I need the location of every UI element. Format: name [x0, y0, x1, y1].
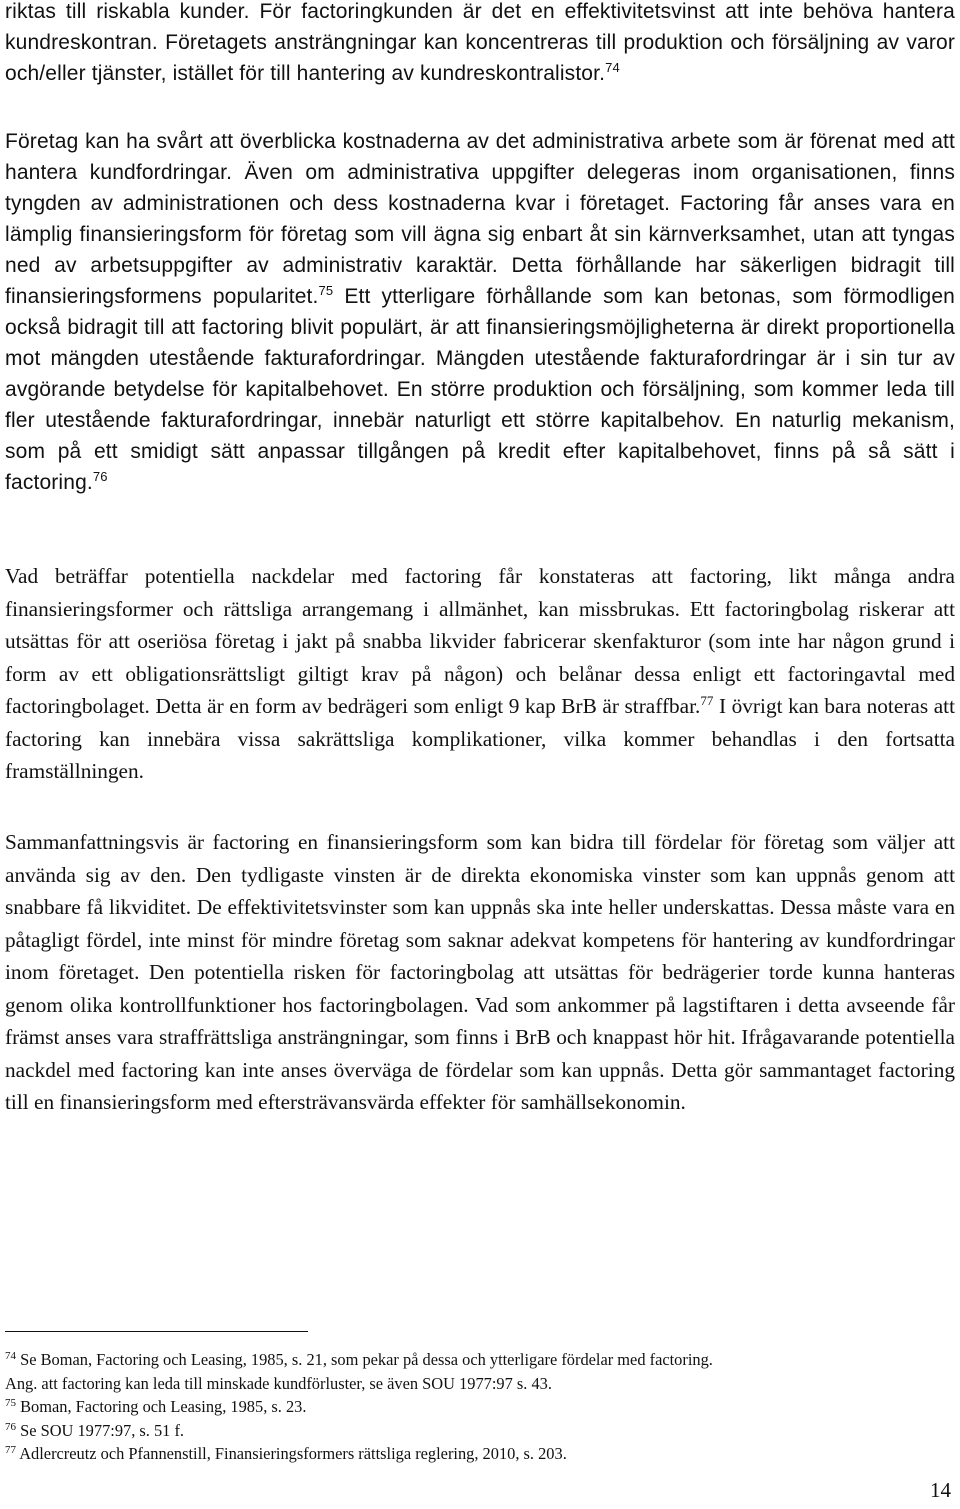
footnote-number: 74 [5, 1350, 16, 1362]
footnote-text: Se Boman, Factoring och Leasing, 1985, s. 21, som pekar på dessa och ytterligare fördelar med factoring. [20, 1350, 713, 1369]
paragraph-2 [5, 126, 955, 498]
paragraph-3 [5, 560, 955, 788]
footnote-text: Adlercreutz och Pfannenstill, Finansieringsformers rättsliga reglering, 2010, s. 203. [19, 1444, 567, 1463]
footnote-ref-74: 74 [605, 60, 620, 75]
paragraph-4-text: Sammanfattningsvis är factoring en finansieringsform som kan bidra till fördelar för företag som väljer att använda sig av den. Den tydligaste vinsten är de direkta ekonomiska vinster som kan uppnås genom att snabbare få likviditet. De effektivitetsvinster som kan uppnås ska inte heller underskattas. Dessa måste vara en påtagligt fördel, inte minst för mindre företag som saknar adekvat kompetens för hantering av kundfordringar inom företaget. Den potentiella risken för factoringbolag att utsättas för bedrägerier torde kunna hanteras genom olika kontrollfunktioner hos factoringbolagen. Vad som ankommer på lagstiftaren i detta avseende får främst anses vara straffrättsliga ansträngningar, som finns i BrB och knappast hör hit. Ifrågavarande potentiella nackdel med factoring kan inte anses överväga de fördelar som kan uppnås. Detta gör sammantaget factoring till en finansieringsform med eftersträvansvärda effekter för samhällsekonomin. [5, 830, 955, 1114]
paragraph-2-text-a: Företag kan ha svårt att överblicka kostnaderna av det administrativa arbete som är förenat med att hantera kundfordringar. Även om administrativa uppgifter delegeras inom organisationen, finns tyngden av administrationen och dess kostnaderna kvar i företaget. Factoring får anses vara en lämplig finansieringsform för företag som vill ägna sig enbart åt sin kärnverksamhet, utan att tyngas ned av arbetsuppgifter av administrativ karaktär. Detta förhållande har säkerligen bidragit till finansieringsformens popularitet. [5, 130, 955, 308]
paragraph-1-text: riktas till riskabla kunder. För factoringkunden är det en effektivitetsvinst att inte behöva hantera kundreskontran. Företagets ansträngningar kan koncentreras till produktion och försäljning av varor och/eller tjänster, istället för till hantering av kundreskontralistor. [5, 0, 955, 85]
footnote-number: 75 [5, 1397, 16, 1409]
footnote-text: Boman, Factoring och Leasing, 1985, s. 23. [20, 1397, 307, 1416]
footnotes [5, 1348, 955, 1466]
footnote-74-continued [5, 1372, 955, 1396]
paragraph-3-text-a: Vad beträffar potentiella nackdelar med factoring får konstateras att factoring, likt många andra finansieringsformer och rättsliga arrangemang i allmänhet, kan missbrukas. Ett factoringbolag riskerar att utsättas för att oseriösa företag i jakt på snabba likvider fabricerar skenfakturor (som inte har någon grund i form av ett obligationsrättsligt giltigt krav på någon) och belånar dessa enligt ett factoringavtal med factoringbolaget. Detta är en form av bedrägeri som enligt 9 kap BrB är straffbar. [5, 564, 955, 718]
paragraph-3-text-b: I övrigt kan bara noteras att factoring kan innebära vissa sakrättsliga komplikationer, vilka kommer behandlas i den fortsatta framställningen. [5, 694, 955, 783]
footnote-74 [5, 1348, 955, 1372]
footnote-ref-77: 77 [700, 693, 714, 708]
footnote-ref-76: 76 [92, 469, 108, 484]
paragraph-2-text-b: Ett ytterligare förhållande som kan betonas, som förmodligen också bidragit till att factoring blivit populärt, är att finansieringsmöjligheterna är direkt proportionella mot mängden utestående fakturafordringar. Mängden utestående fakturafordringar är i sin tur av avgörande betydelse för kapitalbehovet. En större produktion och försäljning, som kommer leda till fler utestående fakturafordringar, innebär naturligt ett större kapitalbehov. En naturlig mekanism, som på ett smidigt sätt anpassar tillgången på kredit efter kapitalbehovet, finns på så sätt i factoring. [5, 285, 955, 494]
footnote-text: Se SOU 1977:97, s. 51 f. [20, 1420, 185, 1440]
paragraph-1 [5, 0, 955, 89]
footnote-77 [5, 1442, 955, 1466]
footnote-number: 77 [5, 1444, 16, 1456]
footnote-number: 76 [5, 1420, 16, 1433]
footnote-text: Ang. att factoring kan leda till minskade kundförluster, se även SOU 1977:97 s. 43. [5, 1373, 552, 1393]
paragraph-4 [5, 826, 955, 1119]
footnote-76 [5, 1419, 955, 1443]
footnote-ref-75: 75 [318, 283, 334, 298]
footnote-separator [5, 1331, 308, 1332]
footnote-75 [5, 1395, 955, 1419]
page-number: 14 [930, 1478, 951, 1502]
document-page [5, 0, 955, 1509]
